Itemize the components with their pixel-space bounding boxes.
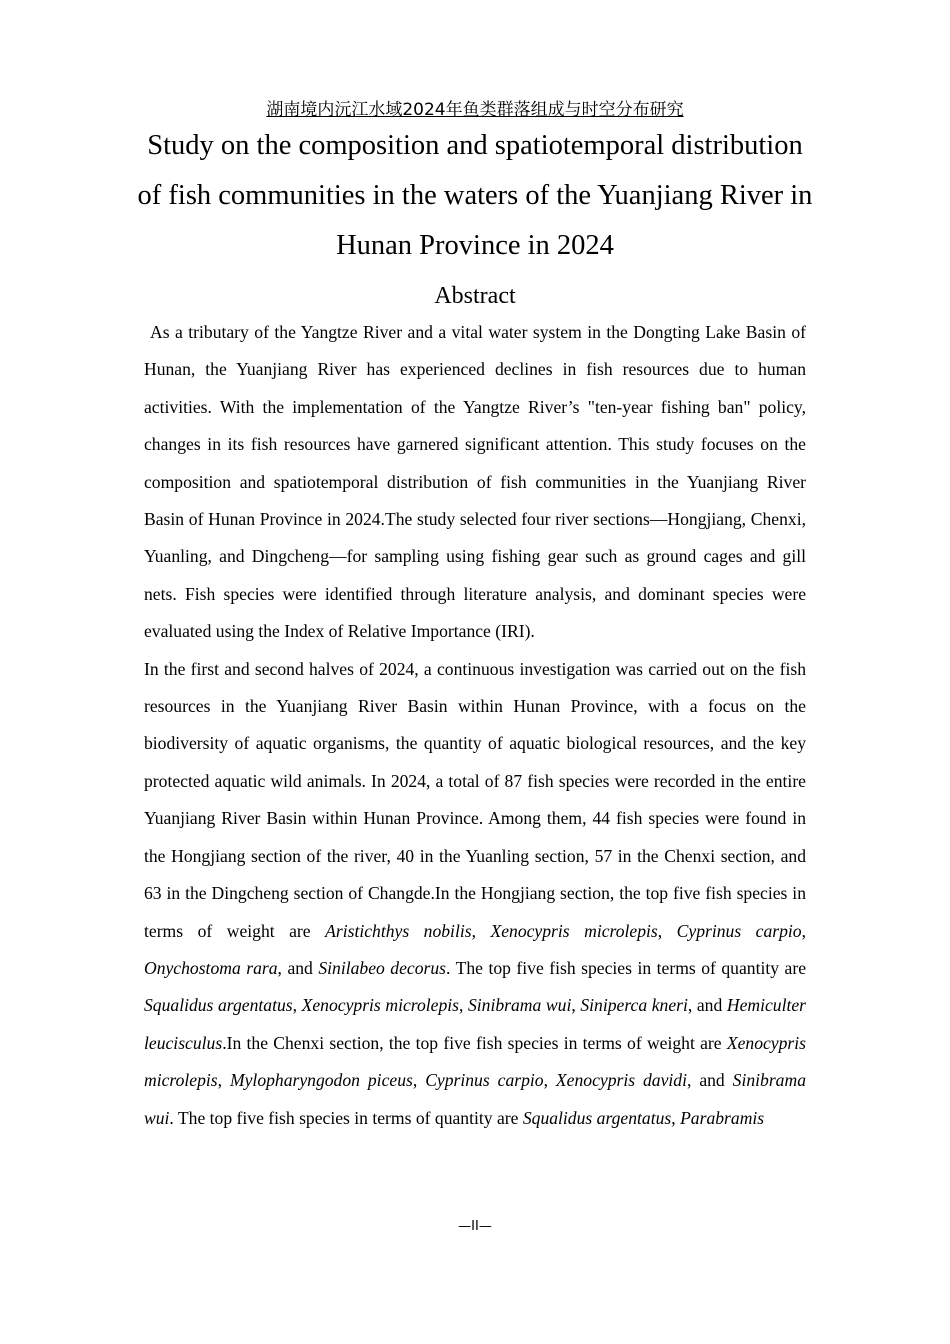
text-segment: , bbox=[459, 995, 468, 1016]
text-segment: , bbox=[471, 920, 491, 941]
text-segment: , bbox=[657, 920, 677, 941]
text-segment: , and bbox=[277, 957, 319, 978]
species-name: Cyprinus carpio bbox=[425, 1070, 544, 1091]
species-name: Xenocypris microlepis bbox=[301, 995, 459, 1016]
species-name: Xenocypris davidi bbox=[555, 1070, 687, 1091]
text-segment: In the first and second halves of 2024, a continuous investigation was carried out on the fish resources in the Yuanjiang River Basin within Hunan Province, with a focus on the biodiversity of aquatic organisms, the quantity of aquatic biological resources, and the key protected aquatic wild animals. In 2024, a total of 87 fish species were recorded in the entire Yuanjiang River Basin within Hunan Province. Among them, 44 fish species were found in the Hongjiang section of the river, 40 in the Yuanling section, 57 in the Chenxi section, and 63 in the Dingcheng section of Changde.In the Hongjiang section, the top five fish species in terms of weight are bbox=[144, 658, 806, 941]
text-segment: , bbox=[543, 1070, 556, 1091]
text-segment: , bbox=[217, 1070, 230, 1091]
text-segment: , bbox=[571, 995, 581, 1016]
species-name: Mylopharyngodon piceus bbox=[229, 1070, 413, 1091]
species-name: Squalidus argentatus bbox=[522, 1107, 672, 1128]
english-title: Study on the composition and spatiotemporal distribution of fish communities in the waters of the Yuanjiang River in Hunan Province in 2024 bbox=[137, 130, 813, 261]
abstract-paragraph-1: As a tributary of the Yangtze River and a vital water system in the Dongting Lake Basin of Hunan, the Yuanjiang River has experienced declines in fish resources due to human activities. With the implementation of the Yangtze River’s "ten-year fishing ban" policy, changes in its fish resources have garnered significant attention. This study focuses on the composition and spatiotemporal distribution of fish communities in the Yuanjiang River Basin of Hunan Province in 2024.The study selected four river sections—Hongjiang, Chenxi, Yuanling, and Dingcheng—for sampling using fishing gear such as ground cages and gill nets. Fish species were identified through literature analysis, and dominant species were evaluated using the Index of Relative Importance (IRI). bbox=[144, 322, 806, 642]
species-name: Siniperca kneri bbox=[580, 995, 688, 1016]
species-name: Squalidus argentatus bbox=[144, 995, 293, 1016]
text-segment: , bbox=[292, 995, 302, 1016]
text-segment: . The top five fish species in terms of quantity are bbox=[169, 1107, 523, 1128]
text-segment: , bbox=[412, 1070, 426, 1091]
text-segment: , and bbox=[687, 995, 727, 1016]
text-segment: . The top five fish species in terms of quantity are bbox=[446, 957, 807, 978]
page-number: —II— bbox=[458, 1219, 492, 1234]
species-name: Cyprinus carpio bbox=[676, 920, 802, 941]
text-segment: , bbox=[671, 1107, 681, 1128]
abstract-paragraph-2 bbox=[144, 651, 806, 1137]
abstract-body bbox=[144, 314, 806, 1137]
text-segment: , bbox=[801, 920, 807, 941]
species-name: Hemiculter leucisculus bbox=[144, 995, 807, 1053]
species-name: Parabramis bbox=[680, 1107, 765, 1128]
text-segment: , and bbox=[686, 1070, 733, 1091]
species-name: Sinilabeo decorus bbox=[318, 957, 447, 978]
abstract-heading: Abstract bbox=[434, 283, 516, 309]
species-name: Onychostoma rara bbox=[144, 957, 278, 978]
species-name: Sinibrama wui bbox=[468, 995, 572, 1016]
species-name: Sinibrama wui bbox=[144, 1070, 806, 1128]
species-name: Xenocypris microlepis bbox=[490, 920, 658, 941]
running-header-chinese-title: 湖南境内沅江水域2024年鱼类群落组成与时空分布研究 bbox=[266, 100, 684, 120]
species-name: Aristichthys nobilis bbox=[325, 920, 472, 941]
species-name: Xenocypris microlepis bbox=[144, 1032, 806, 1091]
text-segment: .In the Chenxi section, the top five fish species in terms of weight are bbox=[222, 1032, 727, 1053]
